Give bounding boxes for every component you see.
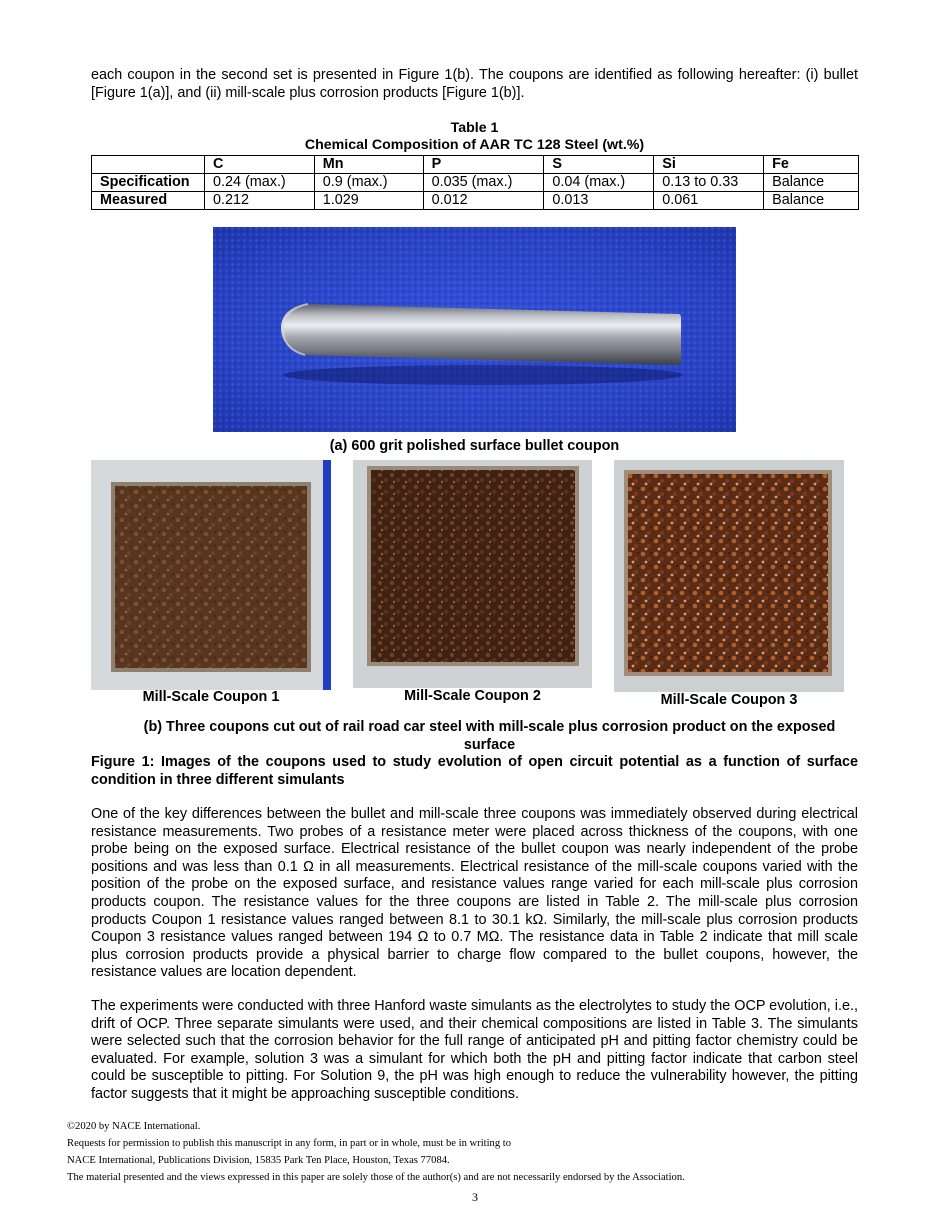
mill-scale-coupon-2-photo [353, 460, 592, 688]
caption-b-line1: (b) Three coupons cut out of rail road car steel with mill-scale plus corrosion product on the exposed [143, 719, 836, 735]
composition-table [91, 155, 859, 210]
coupon-3-label: Mill-Scale Coupon 3 [660, 692, 798, 708]
mill-scale-coupon-3-photo [614, 460, 844, 692]
table-header-cell: Fe [764, 156, 859, 174]
table-cell: 0.04 (max.) [544, 174, 654, 192]
table-cell: 0.013 [544, 192, 654, 210]
footer-permissions: Requests for permission to publish this manuscript in any form, in part or in whole, must be in writing to [67, 1138, 512, 1149]
table-row [92, 192, 859, 210]
table-cell: 0.061 [654, 192, 764, 210]
bullet-coupon-photo [213, 227, 736, 432]
table-cell: 0.13 to 0.33 [654, 174, 764, 192]
table-title: Chemical Composition of AAR TC 128 Steel (wt.%) [304, 137, 645, 153]
table-label: Table 1 [450, 120, 499, 136]
table-cell: 0.035 (max.) [423, 174, 544, 192]
footer-disclaimer: The material presented and the views expressed in this paper are solely those of the author(s) and are not necessarily endorsed by the Association. [67, 1172, 685, 1183]
mill-scale-coupon-1-photo [91, 460, 331, 690]
page-number: 3 [472, 1190, 478, 1204]
table-cell: 0.9 (max.) [314, 174, 423, 192]
table-cell: 0.24 (max.) [204, 174, 314, 192]
table-header-cell: Mn [314, 156, 423, 174]
figure-caption: Figure 1: Images of the coupons used to study evolution of open circuit potential as a function of surface condition in three different simulants [91, 754, 858, 788]
coupon-1-label: Mill-Scale Coupon 1 [142, 689, 280, 705]
caption-b-line2: surface [463, 737, 516, 753]
table-row [92, 174, 859, 192]
table-header-row [92, 156, 859, 174]
table-header-cell: S [544, 156, 654, 174]
table-header-cell: C [204, 156, 314, 174]
table-header-cell: Si [654, 156, 764, 174]
table-cell: 0.212 [204, 192, 314, 210]
coupon-2-label: Mill-Scale Coupon 2 [404, 688, 541, 704]
table-header-cell: P [423, 156, 544, 174]
footer-address: NACE International, Publications Division, 15835 Park Ten Place, Houston, Texas 77084. [67, 1155, 450, 1166]
table-cell: 1.029 [314, 192, 423, 210]
table-cell: 0.012 [423, 192, 544, 210]
table-row-label: Specification [92, 174, 205, 192]
footer-copyright: ©2020 by NACE International. [67, 1121, 201, 1132]
caption-a: (a) 600 grit polished surface bullet coupon [329, 438, 620, 454]
table-cell: Balance [764, 192, 859, 210]
paragraph-2: The experiments were conducted with three Hanford waste simulants as the electrolytes to study the OCP evolution, i.e., drift of OCP. Three separate simulants were used, and their chemical compositions are listed in Table 3. The simulants were selected such that the corrosion behavior for the full range of anticipated pH and pitting factor chemistry could be evaluated. For example, solution 3 was a simulant for which both the pH and pitting factor indicate that carbon steel could be susceptible to pitting. For Solution 9, the pH was high enough to reduce the vulnerability however, the pitting factor suggests that it might be approaching susceptible conditions. [91, 998, 858, 1102]
table-header-cell [92, 156, 205, 174]
table-cell: Balance [764, 174, 859, 192]
table-row-label: Measured [92, 192, 205, 210]
paragraph-1: One of the key differences between the bullet and mill-scale three coupons was immediately observed during electrical resistance measurements. Two probes of a resistance meter were placed across thickness of the coupons, with one probe being on the exposed surface. Electrical resistance of the bullet coupon was nearly independent of the probe positions and was less than 0.1 Ω in all measurements. Electrical resistance of the mill-scale coupons varied with the position of the probe on the exposed surface, and resistance values range varied for each mill-scale plus corrosion products coupon. The resistance values for the three coupons are listed in Table 2. The mill-scale plus corrosion products Coupon 1 resistance values ranged between 8.1 to 30.1 kΩ. Similarly, the mill-scale plus corrosion products Coupon 3 resistance values ranged between 194 Ω to 0.7 MΩ. The resistance data in Table 2 indicate that mill scale plus corrosion products provide a physical barrier to charge flow compared to the bullet coupons, however, the resistance values are location dependent. [91, 806, 858, 981]
intro-paragraph: each coupon in the second set is presented in Figure 1(b). The coupons are identified as following hereafter: (i) bullet [Figure 1(a)], and (ii) mill-scale plus corrosion products [Figure 1(b)]. [91, 67, 858, 101]
